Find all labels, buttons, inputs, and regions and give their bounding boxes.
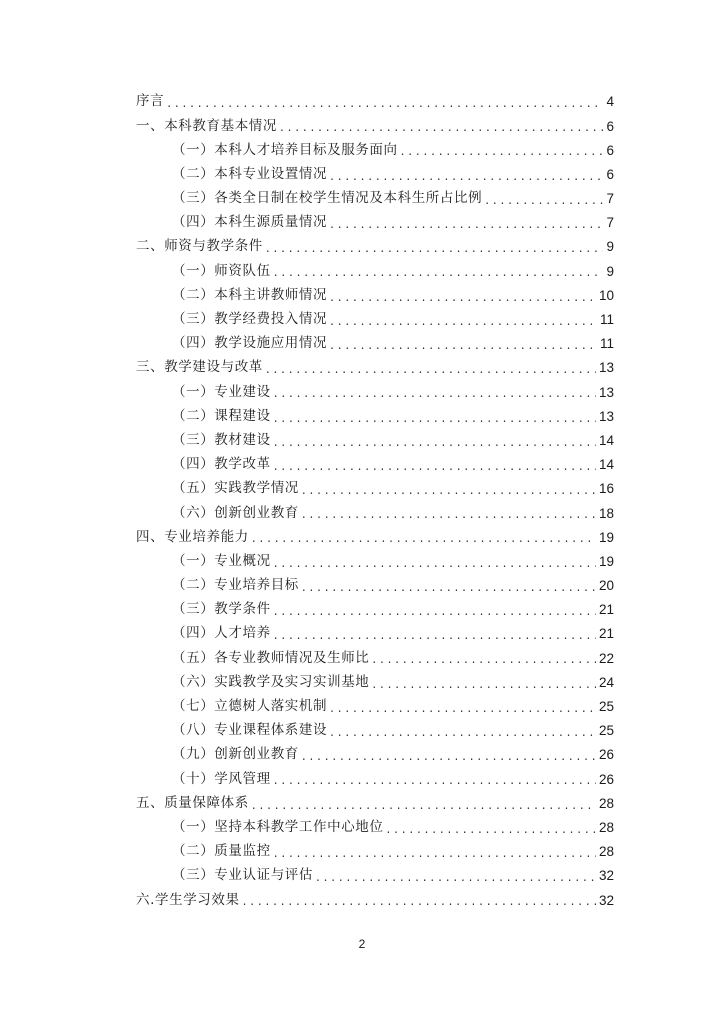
toc-entry-title: 一、本科教育基本情况	[136, 117, 277, 134]
toc-entry-title: （一）师资队伍	[172, 262, 271, 279]
toc-dot-leader	[302, 581, 596, 593]
toc-entry-page-number: 14	[598, 432, 614, 448]
toc-entry-title: （三）各类全日制在校学生情况及本科生所占比例	[172, 190, 483, 207]
toc-entry-page-number: 24	[598, 674, 614, 690]
toc-dot-leader	[266, 363, 596, 375]
toc-entry-page-number: 6	[606, 166, 614, 182]
toc-subsection-entry[interactable]	[136, 501, 614, 525]
toc-entry-title: 四、专业培养能力	[136, 528, 249, 545]
toc-dot-leader	[274, 387, 596, 399]
toc-entry-page-number: 16	[598, 481, 614, 497]
toc-dot-leader	[274, 460, 596, 472]
toc-entry-title: （二）质量监控	[172, 843, 271, 860]
toc-dot-leader	[274, 847, 596, 859]
page-number: 2	[358, 937, 366, 951]
toc-entry-title: （四）教学设施应用情况	[172, 335, 328, 352]
toc-dot-leader	[280, 121, 603, 133]
toc-subsection-entry[interactable]	[136, 646, 614, 670]
toc-entry-title: 二、师资与教学条件	[136, 238, 263, 255]
toc-entry-title: （三）教学条件	[172, 601, 271, 618]
toc-section-entry[interactable]	[136, 356, 614, 380]
toc-entry-title: （二）本科主讲教师情况	[172, 286, 328, 303]
toc-entry-title: （一）专业建设	[172, 383, 271, 400]
toc-dot-leader	[274, 436, 596, 448]
toc-subsection-entry[interactable]	[136, 187, 614, 211]
toc-dot-leader	[266, 242, 604, 254]
toc-entry-page-number: 7	[606, 215, 614, 231]
toc-entry-page-number: 9	[606, 263, 614, 279]
toc-subsection-entry[interactable]	[136, 695, 614, 719]
toc-entry-title: （三）教材建设	[172, 431, 271, 448]
toc-dot-leader	[372, 653, 596, 665]
toc-dot-leader	[330, 702, 596, 714]
toc-entry-page-number: 21	[598, 626, 614, 642]
toc-dot-leader	[274, 266, 604, 278]
toc-subsection-entry[interactable]	[136, 138, 614, 162]
toc-subsection-entry[interactable]	[136, 163, 614, 187]
toc-dot-leader	[274, 557, 596, 569]
table-of-contents	[136, 90, 614, 912]
toc-subsection-entry[interactable]	[136, 284, 614, 308]
toc-entry-page-number: 32	[598, 892, 614, 908]
toc-entry-title: （八）专业课程体系建设	[172, 722, 328, 739]
toc-subsection-entry[interactable]	[136, 259, 614, 283]
toc-entry-page-number: 18	[598, 505, 614, 521]
toc-section-entry[interactable]	[136, 235, 614, 259]
toc-subsection-entry[interactable]	[136, 671, 614, 695]
toc-entry-title: 三、教学建设与改革	[136, 359, 263, 376]
toc-entry-page-number: 26	[598, 747, 614, 763]
toc-entry-page-number: 25	[598, 699, 614, 715]
toc-dot-leader	[330, 170, 603, 182]
toc-entry-title: （五）实践教学情况	[172, 480, 299, 497]
toc-section-entry[interactable]	[136, 791, 614, 815]
toc-entry-page-number: 11	[599, 312, 614, 328]
toc-section-entry[interactable]	[136, 90, 614, 114]
toc-entry-title: （五）各专业教师情况及生师比	[172, 649, 370, 666]
toc-section-entry[interactable]	[136, 525, 614, 549]
toc-entry-title: （一）本科人才培养目标及服务面向	[172, 141, 398, 158]
toc-dot-leader	[485, 194, 603, 206]
toc-entry-title: 六.学生学习效果	[136, 891, 240, 908]
toc-entry-page-number: 26	[598, 771, 614, 787]
toc-entry-title: （二）专业培养目标	[172, 577, 299, 594]
toc-subsection-entry[interactable]	[136, 864, 614, 888]
toc-subsection-entry[interactable]	[136, 622, 614, 646]
toc-entry-page-number: 13	[598, 384, 614, 400]
toc-dot-leader	[274, 774, 596, 786]
toc-dot-leader	[274, 605, 596, 617]
toc-dot-leader	[274, 629, 596, 641]
toc-entry-title: （四）人才培养	[172, 625, 271, 642]
toc-entry-title: （九）创新创业教育	[172, 746, 299, 763]
toc-entry-page-number: 22	[598, 650, 614, 666]
toc-dot-leader	[252, 799, 596, 811]
toc-section-entry[interactable]	[136, 114, 614, 138]
toc-subsection-entry[interactable]	[136, 840, 614, 864]
toc-entry-page-number: 7	[606, 191, 614, 207]
toc-dot-leader	[330, 218, 603, 230]
toc-dot-leader	[330, 315, 597, 327]
toc-dot-leader	[302, 750, 596, 762]
toc-entry-title: （三）专业认证与评估	[172, 867, 313, 884]
toc-dot-leader	[330, 291, 596, 303]
toc-entry-title: （十）学风管理	[172, 770, 271, 787]
toc-dot-leader	[316, 871, 596, 883]
toc-subsection-entry[interactable]	[136, 211, 614, 235]
toc-dot-leader	[387, 823, 596, 835]
toc-entry-title: （一）坚持本科教学工作中心地位	[172, 818, 384, 835]
toc-entry-page-number: 28	[598, 795, 614, 811]
toc-subsection-entry[interactable]	[136, 404, 614, 428]
toc-entry-page-number: 4	[606, 94, 614, 110]
toc-entry-title: （三）教学经费投入情况	[172, 311, 328, 328]
toc-subsection-entry[interactable]	[136, 332, 614, 356]
toc-entry-title: （四）本科生源质量情况	[172, 214, 328, 231]
toc-entry-title: （一）专业概况	[172, 552, 271, 569]
toc-entry-title: （二）课程建设	[172, 407, 271, 424]
toc-dot-leader	[401, 145, 604, 157]
toc-section-entry[interactable]	[136, 888, 614, 912]
toc-dot-leader	[330, 339, 597, 351]
toc-entry-page-number: 13	[598, 408, 614, 424]
toc-entry-page-number: 11	[599, 336, 614, 352]
toc-entry-page-number: 28	[598, 819, 614, 835]
toc-entry-title: （六）创新创业教育	[172, 504, 299, 521]
toc-subsection-entry[interactable]	[136, 429, 614, 453]
toc-subsection-entry[interactable]	[136, 743, 614, 767]
toc-entry-page-number: 19	[598, 529, 614, 545]
toc-dot-leader	[302, 484, 596, 496]
toc-entry-page-number: 13	[598, 360, 614, 376]
toc-dot-leader	[274, 412, 596, 424]
toc-entry-page-number: 25	[598, 723, 614, 739]
toc-dot-leader	[167, 97, 603, 109]
toc-entry-title: 五、质量保障体系	[136, 794, 249, 811]
toc-entry-page-number: 6	[606, 142, 614, 158]
toc-entry-title: （四）教学改革	[172, 456, 271, 473]
toc-entry-page-number: 10	[598, 287, 614, 303]
toc-entry-page-number: 14	[598, 457, 614, 473]
toc-subsection-entry[interactable]	[136, 719, 614, 743]
toc-dot-leader	[372, 678, 596, 690]
toc-subsection-entry[interactable]	[136, 477, 614, 501]
toc-subsection-entry[interactable]	[136, 550, 614, 574]
toc-dot-leader	[302, 508, 596, 520]
toc-subsection-entry[interactable]	[136, 380, 614, 404]
toc-entry-page-number: 6	[606, 118, 614, 134]
toc-subsection-entry[interactable]	[136, 453, 614, 477]
toc-subsection-entry[interactable]	[136, 598, 614, 622]
toc-entry-page-number: 9	[606, 239, 614, 255]
toc-entry-page-number: 19	[598, 553, 614, 569]
toc-entry-page-number: 32	[598, 868, 614, 884]
toc-entry-title: （六）实践教学及实习实训基地	[172, 673, 370, 690]
toc-entry-title: （七）立德树人落实机制	[172, 698, 328, 715]
toc-entry-page-number: 21	[598, 602, 614, 618]
toc-subsection-entry[interactable]	[136, 308, 614, 332]
toc-subsection-entry[interactable]	[136, 816, 614, 840]
toc-subsection-entry[interactable]	[136, 767, 614, 791]
toc-entry-title: （二）本科专业设置情况	[172, 165, 328, 182]
toc-entry-page-number: 20	[598, 578, 614, 594]
toc-entry-title: 序言	[136, 93, 165, 110]
toc-subsection-entry[interactable]	[136, 574, 614, 598]
toc-dot-leader	[243, 895, 596, 907]
toc-entry-page-number: 28	[598, 844, 614, 860]
toc-dot-leader	[252, 532, 596, 544]
toc-dot-leader	[330, 726, 596, 738]
